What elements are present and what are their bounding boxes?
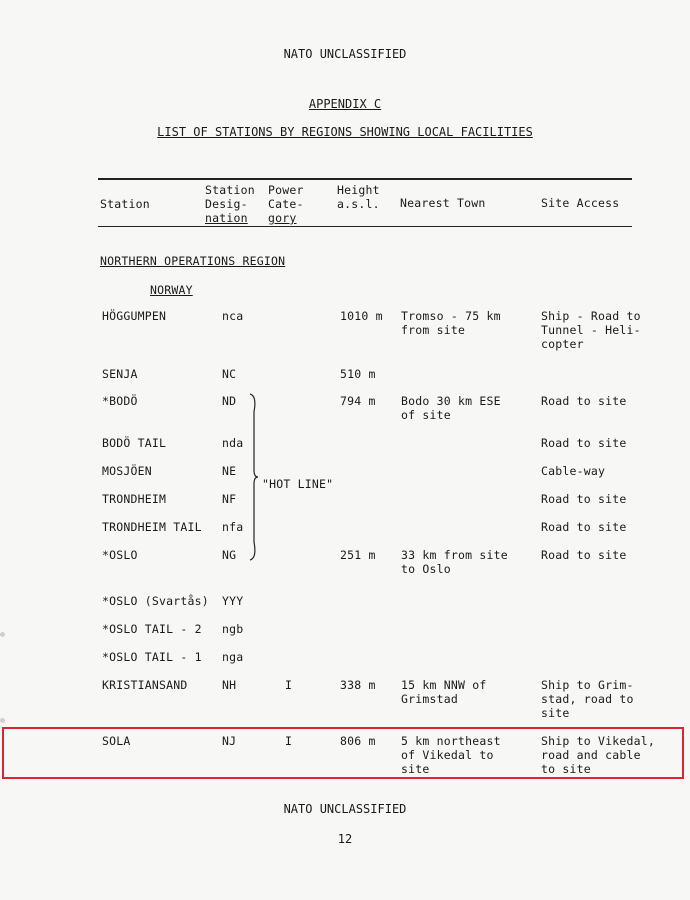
col-access-header: Site Access — [541, 196, 620, 210]
site-access: Ship to Grim- stad, road to site — [541, 678, 634, 720]
region-heading: NORTHERN OPERATIONS REGION — [100, 254, 286, 268]
height-asl: 338 m — [340, 678, 376, 692]
station-designation: NC — [222, 367, 237, 381]
site-access: Road to site — [541, 394, 627, 408]
power-category: I — [285, 678, 293, 692]
classification-footer: NATO UNCLASSIFIED — [283, 802, 407, 816]
station-name: *OSLO (Svartås) — [102, 594, 209, 608]
appendix-title: APPENDIX C — [308, 97, 382, 111]
station-name: *OSLO TAIL - 2 — [102, 622, 202, 636]
station-designation: nda — [222, 436, 244, 450]
site-access: Road to site — [541, 492, 627, 506]
station-name: *BODÖ — [102, 394, 138, 408]
col-power-header: Power Cate- gory — [268, 183, 304, 225]
station-designation: NE — [222, 464, 237, 478]
col-designation-header: Station Desig- nation — [205, 183, 255, 225]
col-town-header: Nearest Town — [400, 196, 486, 210]
station-name: MOSJÖEN — [102, 464, 152, 478]
site-access: Ship to Vikedal, road and cable to site — [541, 734, 655, 776]
station-designation: NG — [222, 548, 237, 562]
height-asl: 510 m — [340, 367, 376, 381]
col-height-header: Height a.s.l. — [337, 183, 380, 211]
station-designation: ngb — [222, 622, 244, 636]
station-name: *OSLO — [102, 548, 138, 562]
page-number: 12 — [337, 832, 353, 846]
station-designation: nfa — [222, 520, 244, 534]
station-designation: nga — [222, 650, 244, 664]
table-top-rule — [98, 178, 632, 180]
station-name: SENJA — [102, 367, 138, 381]
punch-hole — [0, 632, 5, 637]
height-asl: 1010 m — [340, 309, 383, 323]
nearest-town: 15 km NNW of Grimstad — [401, 678, 487, 706]
height-asl: 794 m — [340, 394, 376, 408]
col-station-header: Station — [100, 197, 150, 211]
station-name: *OSLO TAIL - 1 — [102, 650, 202, 664]
station-name: SOLA — [102, 734, 131, 748]
punch-hole — [0, 718, 5, 723]
station-name: TRONDHEIM — [102, 492, 167, 506]
site-access: Road to site — [541, 436, 627, 450]
hot-line-brace — [248, 392, 258, 562]
site-access: Ship - Road to Tunnel - Heli- copter — [541, 309, 641, 351]
station-name: KRISTIANSAND — [102, 678, 188, 692]
power-category: I — [285, 734, 293, 748]
station-designation: NF — [222, 492, 237, 506]
highlight-box — [2, 727, 684, 779]
table-header-rule — [98, 226, 632, 227]
height-asl: 251 m — [340, 548, 376, 562]
station-designation: ND — [222, 394, 237, 408]
site-access: Road to site — [541, 520, 627, 534]
station-name: BODÖ TAIL — [102, 436, 167, 450]
height-asl: 806 m — [340, 734, 376, 748]
station-name: HÖGGUMPEN — [102, 309, 167, 323]
station-designation: NH — [222, 678, 237, 692]
hot-line-label: "HOT LINE" — [262, 477, 334, 491]
station-designation: nca — [222, 309, 244, 323]
station-designation: NJ — [222, 734, 237, 748]
site-access: Cable-way — [541, 464, 606, 478]
nearest-town: 5 km northeast of Vikedal to site — [401, 734, 501, 776]
station-name: TRONDHEIM TAIL — [102, 520, 202, 534]
site-access: Road to site — [541, 548, 627, 562]
classification-header: NATO UNCLASSIFIED — [283, 47, 407, 61]
nearest-town: Tromso - 75 km from site — [401, 309, 501, 337]
nearest-town: Bodo 30 km ESE of site — [401, 394, 501, 422]
nearest-town: 33 km from site to Oslo — [401, 548, 508, 576]
station-designation: YYY — [222, 594, 244, 608]
document-title: LIST OF STATIONS BY REGIONS SHOWING LOCAL FACILITIES — [157, 125, 533, 139]
country-heading: NORWAY — [150, 283, 193, 297]
